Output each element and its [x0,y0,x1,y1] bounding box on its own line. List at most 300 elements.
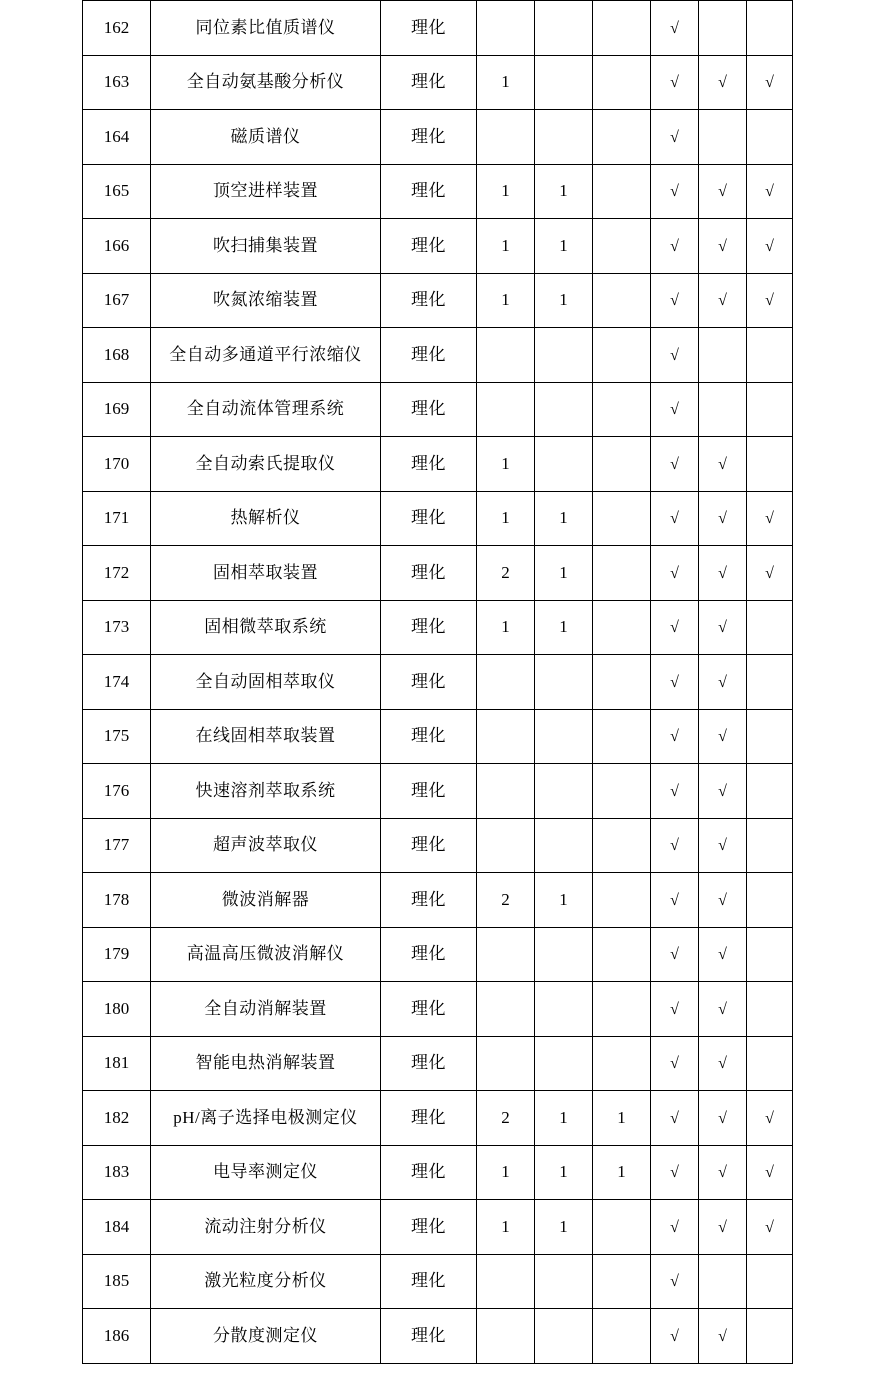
cell-equipment-name: 顶空进样装置 [151,164,381,219]
cell-equipment-name: 在线固相萃取装置 [151,709,381,764]
cell-quantity-3 [593,437,651,492]
cell-quantity-1: 1 [477,55,535,110]
cell-equipment-name: 全自动消解装置 [151,982,381,1037]
cell-serial-number: 171 [83,491,151,546]
cell-quantity-3: 1 [593,1091,651,1146]
cell-mark-1 [651,219,699,274]
cell-mark-1 [651,273,699,328]
cell-category: 理化 [381,600,477,655]
cell-quantity-1 [477,818,535,873]
check-icon: √ [718,1218,727,1236]
cell-mark-1 [651,764,699,819]
cell-quantity-2 [535,709,593,764]
cell-mark-2 [699,927,747,982]
cell-serial-number: 175 [83,709,151,764]
cell-quantity-1: 2 [477,873,535,928]
cell-category: 理化 [381,546,477,601]
check-icon: √ [670,564,679,582]
check-icon: √ [718,728,727,746]
cell-quantity-1: 1 [477,600,535,655]
cell-category: 理化 [381,927,477,982]
table-row [83,546,793,601]
check-icon: √ [718,891,727,909]
cell-quantity-2: 1 [535,219,593,274]
check-icon: √ [670,673,679,691]
cell-mark-2 [699,1145,747,1200]
check-icon: √ [670,1218,679,1236]
cell-category: 理化 [381,1200,477,1255]
cell-mark-2 [699,982,747,1037]
cell-equipment-name: 全自动多通道平行浓缩仪 [151,328,381,383]
cell-category: 理化 [381,1145,477,1200]
cell-mark-1 [651,1,699,56]
check-icon: √ [670,891,679,909]
cell-mark-3 [747,328,793,383]
table-body [83,1,793,1364]
cell-category: 理化 [381,818,477,873]
check-icon: √ [765,1218,774,1236]
cell-serial-number: 172 [83,546,151,601]
cell-equipment-name: 微波消解器 [151,873,381,928]
cell-quantity-3 [593,382,651,437]
cell-quantity-3 [593,600,651,655]
cell-mark-3 [747,546,793,601]
table-row [83,273,793,328]
cell-serial-number: 162 [83,1,151,56]
cell-serial-number: 164 [83,110,151,165]
table-row [83,927,793,982]
cell-mark-1 [651,600,699,655]
table-row [83,818,793,873]
cell-mark-2 [699,655,747,710]
table-row [83,164,793,219]
check-icon: √ [670,1164,679,1182]
cell-mark-3 [747,491,793,546]
table-row [83,1145,793,1200]
equipment-table [82,0,793,1364]
cell-mark-3 [747,164,793,219]
check-icon: √ [670,946,679,964]
cell-serial-number: 186 [83,1309,151,1364]
cell-quantity-2: 1 [535,273,593,328]
cell-serial-number: 176 [83,764,151,819]
cell-mark-2 [699,1091,747,1146]
cell-quantity-1 [477,709,535,764]
cell-serial-number: 184 [83,1200,151,1255]
check-icon: √ [670,183,679,201]
cell-quantity-2 [535,1036,593,1091]
cell-mark-1 [651,1309,699,1364]
cell-quantity-3 [593,982,651,1037]
cell-category: 理化 [381,110,477,165]
table-row [83,110,793,165]
table-row [83,437,793,492]
cell-mark-3 [747,927,793,982]
cell-quantity-3 [593,1,651,56]
cell-category: 理化 [381,1036,477,1091]
check-icon: √ [718,837,727,855]
cell-equipment-name: 全自动流体管理系统 [151,382,381,437]
check-icon: √ [670,1327,679,1345]
cell-mark-2 [699,1036,747,1091]
cell-category: 理化 [381,655,477,710]
cell-quantity-3 [593,491,651,546]
cell-equipment-name: 全自动固相萃取仪 [151,655,381,710]
check-icon: √ [718,1055,727,1073]
cell-mark-3 [747,110,793,165]
check-icon: √ [670,510,679,528]
table-row [83,1091,793,1146]
cell-quantity-3 [593,655,651,710]
cell-quantity-2 [535,982,593,1037]
cell-mark-1 [651,110,699,165]
cell-serial-number: 179 [83,927,151,982]
cell-mark-2 [699,709,747,764]
cell-serial-number: 166 [83,219,151,274]
check-icon: √ [765,1109,774,1127]
cell-quantity-1: 1 [477,273,535,328]
cell-category: 理化 [381,164,477,219]
check-icon: √ [670,782,679,800]
cell-serial-number: 174 [83,655,151,710]
cell-quantity-2: 1 [535,546,593,601]
check-icon: √ [670,346,679,364]
cell-category: 理化 [381,764,477,819]
check-icon: √ [670,237,679,255]
check-icon: √ [718,619,727,637]
cell-mark-1 [651,709,699,764]
cell-serial-number: 185 [83,1254,151,1309]
table-row [83,328,793,383]
check-icon: √ [670,728,679,746]
table-row [83,1036,793,1091]
cell-mark-1 [651,164,699,219]
check-icon: √ [670,837,679,855]
cell-mark-3 [747,437,793,492]
cell-quantity-3 [593,818,651,873]
check-icon: √ [670,74,679,92]
check-icon: √ [718,183,727,201]
cell-category: 理化 [381,709,477,764]
check-icon: √ [765,510,774,528]
cell-mark-3 [747,219,793,274]
cell-mark-2 [699,1,747,56]
cell-mark-3 [747,818,793,873]
cell-quantity-2 [535,655,593,710]
check-icon: √ [718,564,727,582]
cell-mark-3 [747,1145,793,1200]
cell-mark-3 [747,873,793,928]
cell-equipment-name: 激光粒度分析仪 [151,1254,381,1309]
table-row [83,1254,793,1309]
cell-quantity-2 [535,818,593,873]
cell-serial-number: 170 [83,437,151,492]
cell-equipment-name: 固相萃取装置 [151,546,381,601]
check-icon: √ [718,1109,727,1127]
table-row [83,382,793,437]
cell-quantity-1: 1 [477,164,535,219]
cell-mark-3 [747,764,793,819]
cell-category: 理化 [381,491,477,546]
cell-mark-3 [747,1036,793,1091]
cell-quantity-1 [477,982,535,1037]
table-row [83,55,793,110]
cell-quantity-2: 1 [535,600,593,655]
cell-mark-3 [747,709,793,764]
cell-mark-1 [651,328,699,383]
cell-mark-3 [747,273,793,328]
cell-mark-3 [747,655,793,710]
cell-quantity-3 [593,709,651,764]
cell-mark-1 [651,437,699,492]
check-icon: √ [718,292,727,310]
cell-quantity-3 [593,219,651,274]
cell-category: 理化 [381,55,477,110]
cell-mark-3 [747,1254,793,1309]
check-icon: √ [765,183,774,201]
cell-equipment-name: 固相微萃取系统 [151,600,381,655]
check-icon: √ [670,401,679,419]
cell-quantity-1: 1 [477,219,535,274]
cell-serial-number: 181 [83,1036,151,1091]
cell-category: 理化 [381,382,477,437]
cell-quantity-3 [593,328,651,383]
cell-quantity-2 [535,110,593,165]
check-icon: √ [670,455,679,473]
cell-equipment-name: pH/离子选择电极测定仪 [151,1091,381,1146]
cell-serial-number: 165 [83,164,151,219]
cell-quantity-2 [535,1309,593,1364]
cell-quantity-1 [477,764,535,819]
cell-category: 理化 [381,1091,477,1146]
cell-mark-2 [699,164,747,219]
cell-serial-number: 167 [83,273,151,328]
cell-mark-2 [699,873,747,928]
check-icon: √ [765,292,774,310]
check-icon: √ [718,946,727,964]
check-icon: √ [718,237,727,255]
cell-serial-number: 173 [83,600,151,655]
cell-mark-2 [699,382,747,437]
cell-mark-1 [651,491,699,546]
cell-quantity-1 [477,927,535,982]
cell-equipment-name: 全自动索氏提取仪 [151,437,381,492]
table-row [83,1,793,56]
cell-quantity-1 [477,1309,535,1364]
cell-mark-2 [699,546,747,601]
cell-quantity-1: 2 [477,1091,535,1146]
cell-mark-3 [747,1,793,56]
check-icon: √ [765,237,774,255]
cell-mark-3 [747,982,793,1037]
cell-mark-1 [651,546,699,601]
cell-mark-2 [699,219,747,274]
cell-mark-1 [651,873,699,928]
cell-quantity-3 [593,1200,651,1255]
cell-mark-2 [699,491,747,546]
cell-mark-2 [699,1200,747,1255]
cell-quantity-3 [593,764,651,819]
cell-quantity-3 [593,164,651,219]
check-icon: √ [670,1055,679,1073]
cell-equipment-name: 同位素比值质谱仪 [151,1,381,56]
table-row [83,764,793,819]
cell-equipment-name: 电导率测定仪 [151,1145,381,1200]
cell-quantity-3 [593,55,651,110]
check-icon: √ [718,1327,727,1345]
cell-category: 理化 [381,1254,477,1309]
table-row [83,873,793,928]
cell-category: 理化 [381,873,477,928]
cell-quantity-3 [593,546,651,601]
cell-quantity-2 [535,1,593,56]
check-icon: √ [670,19,679,37]
cell-quantity-2: 1 [535,491,593,546]
cell-equipment-name: 流动注射分析仪 [151,1200,381,1255]
check-icon: √ [718,673,727,691]
cell-equipment-name: 分散度测定仪 [151,1309,381,1364]
cell-mark-1 [651,1254,699,1309]
cell-quantity-3 [593,110,651,165]
cell-quantity-2: 1 [535,1200,593,1255]
cell-mark-1 [651,1091,699,1146]
cell-mark-2 [699,818,747,873]
check-icon: √ [670,1109,679,1127]
cell-serial-number: 177 [83,818,151,873]
check-icon: √ [670,1000,679,1018]
check-icon: √ [765,564,774,582]
check-icon: √ [718,782,727,800]
cell-category: 理化 [381,273,477,328]
cell-quantity-2 [535,382,593,437]
cell-mark-1 [651,55,699,110]
table-row [83,1200,793,1255]
cell-mark-1 [651,1036,699,1091]
cell-equipment-name: 高温高压微波消解仪 [151,927,381,982]
cell-quantity-3 [593,1036,651,1091]
cell-equipment-name: 吹扫捕集装置 [151,219,381,274]
cell-category: 理化 [381,1309,477,1364]
check-icon: √ [670,1273,679,1291]
cell-quantity-1: 1 [477,1145,535,1200]
cell-quantity-1 [477,110,535,165]
cell-category: 理化 [381,328,477,383]
cell-equipment-name: 快速溶剂萃取系统 [151,764,381,819]
cell-mark-2 [699,437,747,492]
cell-mark-3 [747,600,793,655]
cell-quantity-2: 1 [535,164,593,219]
check-icon: √ [670,619,679,637]
cell-mark-3 [747,382,793,437]
cell-quantity-2: 1 [535,873,593,928]
cell-quantity-1 [477,328,535,383]
cell-mark-2 [699,764,747,819]
cell-category: 理化 [381,982,477,1037]
cell-mark-1 [651,818,699,873]
cell-equipment-name: 热解析仪 [151,491,381,546]
cell-equipment-name: 智能电热消解装置 [151,1036,381,1091]
cell-serial-number: 182 [83,1091,151,1146]
cell-quantity-2 [535,1254,593,1309]
table-row [83,1309,793,1364]
cell-serial-number: 183 [83,1145,151,1200]
table-row [83,709,793,764]
cell-quantity-2 [535,927,593,982]
cell-quantity-3 [593,1309,651,1364]
cell-mark-1 [651,927,699,982]
cell-mark-1 [651,1200,699,1255]
cell-quantity-1 [477,1,535,56]
cell-category: 理化 [381,219,477,274]
cell-equipment-name: 超声波萃取仪 [151,818,381,873]
cell-serial-number: 168 [83,328,151,383]
cell-quantity-1: 1 [477,491,535,546]
cell-quantity-3 [593,273,651,328]
cell-mark-2 [699,110,747,165]
cell-mark-2 [699,1254,747,1309]
cell-quantity-1: 1 [477,437,535,492]
cell-quantity-2 [535,764,593,819]
cell-mark-1 [651,655,699,710]
cell-equipment-name: 吹氮浓缩装置 [151,273,381,328]
cell-quantity-2 [535,328,593,383]
cell-serial-number: 180 [83,982,151,1037]
check-icon: √ [718,455,727,473]
cell-mark-2 [699,273,747,328]
cell-quantity-2 [535,437,593,492]
cell-serial-number: 169 [83,382,151,437]
check-icon: √ [718,510,727,528]
check-icon: √ [765,74,774,92]
cell-mark-1 [651,1145,699,1200]
cell-mark-3 [747,55,793,110]
cell-quantity-3: 1 [593,1145,651,1200]
cell-mark-1 [651,382,699,437]
check-icon: √ [670,128,679,146]
check-icon: √ [718,1000,727,1018]
cell-mark-3 [747,1091,793,1146]
check-icon: √ [670,292,679,310]
cell-mark-2 [699,600,747,655]
cell-mark-2 [699,328,747,383]
cell-quantity-1 [477,382,535,437]
cell-mark-2 [699,1309,747,1364]
table-row [83,655,793,710]
table-row [83,491,793,546]
cell-category: 理化 [381,437,477,492]
cell-quantity-1 [477,1036,535,1091]
check-icon: √ [718,1164,727,1182]
cell-quantity-2 [535,55,593,110]
cell-equipment-name: 全自动氨基酸分析仪 [151,55,381,110]
check-icon: √ [718,74,727,92]
cell-quantity-1 [477,655,535,710]
cell-quantity-3 [593,873,651,928]
cell-quantity-3 [593,1254,651,1309]
cell-quantity-1: 2 [477,546,535,601]
cell-mark-1 [651,982,699,1037]
cell-quantity-3 [593,927,651,982]
cell-quantity-1: 1 [477,1200,535,1255]
cell-quantity-1 [477,1254,535,1309]
cell-equipment-name: 磁质谱仪 [151,110,381,165]
cell-serial-number: 163 [83,55,151,110]
table-row [83,219,793,274]
cell-serial-number: 178 [83,873,151,928]
cell-quantity-2: 1 [535,1091,593,1146]
cell-mark-3 [747,1200,793,1255]
check-icon: √ [765,1164,774,1182]
